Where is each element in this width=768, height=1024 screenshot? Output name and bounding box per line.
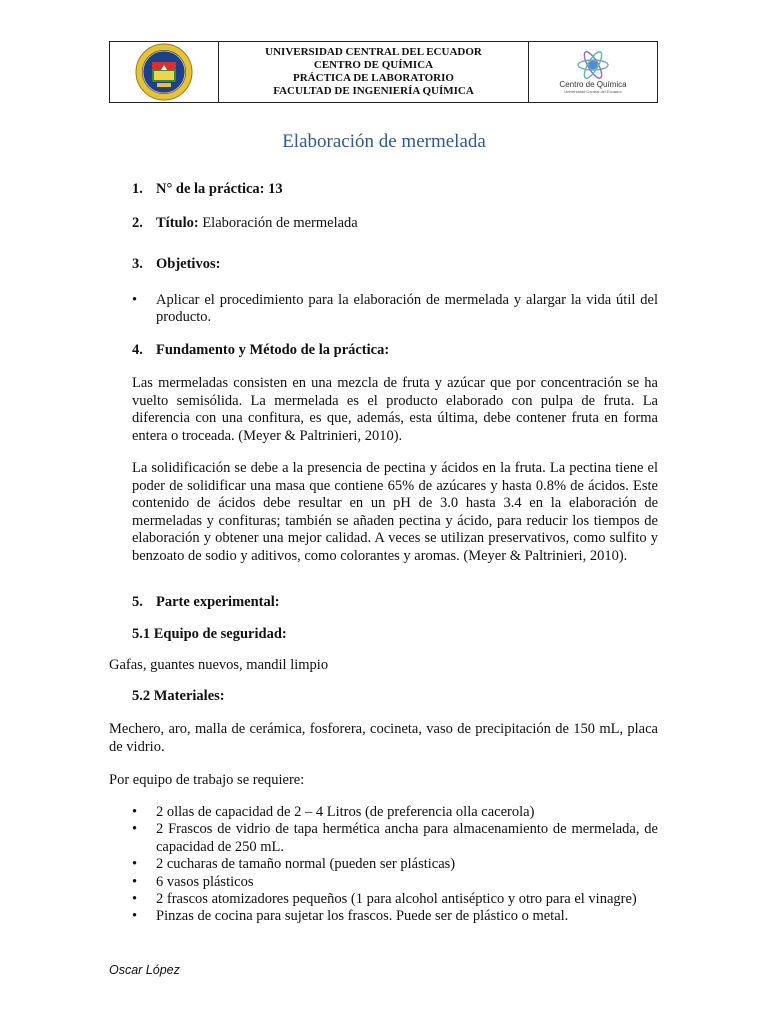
atom-logo-icon (575, 50, 611, 80)
section-label: Objetivos: (156, 256, 221, 272)
logo-subtitle: Universidad Central del Ecuador (564, 89, 622, 94)
header-line-university: UNIVERSIDAD CENTRAL DEL ECUADOR (265, 46, 482, 58)
section-number: 5. (132, 594, 143, 610)
section-label: Fundamento y Método de la práctica: (156, 342, 390, 358)
header-table (109, 41, 658, 103)
materials-heading: 5.2 Materiales: (132, 688, 225, 704)
header-text-cell (219, 42, 529, 102)
objectives-list (132, 292, 658, 327)
header-line-center: CENTRO DE QUÍMICA (313, 59, 434, 71)
materials-text: Mechero, aro, malla de cerámica, fosforera, cocineta, vaso de precipitación de 150 mL, placa de vidrio. (109, 721, 658, 755)
section-label: N° de la práctica: 13 (156, 181, 283, 197)
section-number: 1. (132, 181, 143, 197)
section-experimental (132, 594, 280, 611)
logo-name: Centro de Química (559, 80, 627, 89)
materials-list (132, 804, 658, 926)
section-value: Elaboración de mermelada (202, 215, 358, 231)
fundamento-paragraph-1: Las mermeladas consisten en una mezcla de fruta y azúcar que por concentración se ha vuelto semisólida. La mermelada es el producto elaborado con pulpa de fruta. La diferencia con una confitura, es que, además, esta última, debe contener fruta en forma entera o troceada. (Meyer & Paltrinieri, 2010). (132, 375, 658, 444)
section-objectives (132, 256, 220, 273)
list-item: • Pinzas de cocina para sujetar los frascos. Puede ser de plástico o metal. (132, 908, 658, 925)
list-item: • 2 Frascos de vidrio de tapa hermética ancha para almacenamiento de mermelada, de capacidad de 250 mL. (132, 821, 658, 856)
document-title: Elaboración de mermelada (282, 131, 486, 152)
list-item: • 2 ollas de capacidad de 2 – 4 Litros (de preferencia olla cacerola) (132, 804, 658, 821)
list-item: • Aplicar el procedimiento para la elaboración de mermelada y alargar la vida útil del producto. (132, 292, 658, 327)
chemistry-center-logo-cell (529, 42, 657, 102)
footer-author: Oscar López (109, 963, 180, 977)
list-item: • 6 vasos plásticos (132, 874, 658, 891)
header-line-practice: PRÁCTICA DE LABORATORIO (293, 72, 454, 84)
fundamento-paragraph-2: La solidificación se debe a la presencia de pectina y ácidos en la fruta. La pectina tiene el poder de solidificar una masa que contiene 65% de azúcares y hasta 0.8% de ácidos. Este contenido de ácidos debe resultar en un pH de 3.0 hasta 3.4 en la elaboración de mermeladas y confituras; también se añaden pectina y ácido, para reducir los tiempos de elaboración y obtener una mejor calidad. A veces se utilizan preservativos, como sulfito y benzoato de sodio y aditivos, como colorantes y aromas. (Meyer & Paltrinieri, 2010). (132, 460, 658, 564)
list-item: • 2 frascos atomizadores pequeños (1 para alcohol antiséptico y otro para el vinagre) (132, 891, 658, 908)
list-item: • 2 cucharas de tamaño normal (pueden ser plásticas) (132, 856, 658, 873)
per-team-text: Por equipo de trabajo se requiere: (109, 772, 305, 788)
section-title (132, 215, 358, 232)
section-practice-number (132, 181, 283, 198)
section-fundamento (132, 342, 389, 359)
safety-text: Gafas, guantes nuevos, mandil limpio (109, 657, 329, 673)
university-seal-icon (135, 43, 193, 101)
section-number: 2. (132, 215, 143, 231)
section-number: 4. (132, 342, 143, 358)
section-label: Título: (156, 215, 199, 231)
university-logo-cell (110, 42, 219, 102)
section-number: 3. (132, 256, 143, 272)
safety-heading: 5.1 Equipo de seguridad: (132, 626, 287, 642)
section-label: Parte experimental: (156, 594, 280, 610)
header-line-faculty: FACULTAD DE INGENIERÍA QUÍMICA (273, 85, 474, 97)
